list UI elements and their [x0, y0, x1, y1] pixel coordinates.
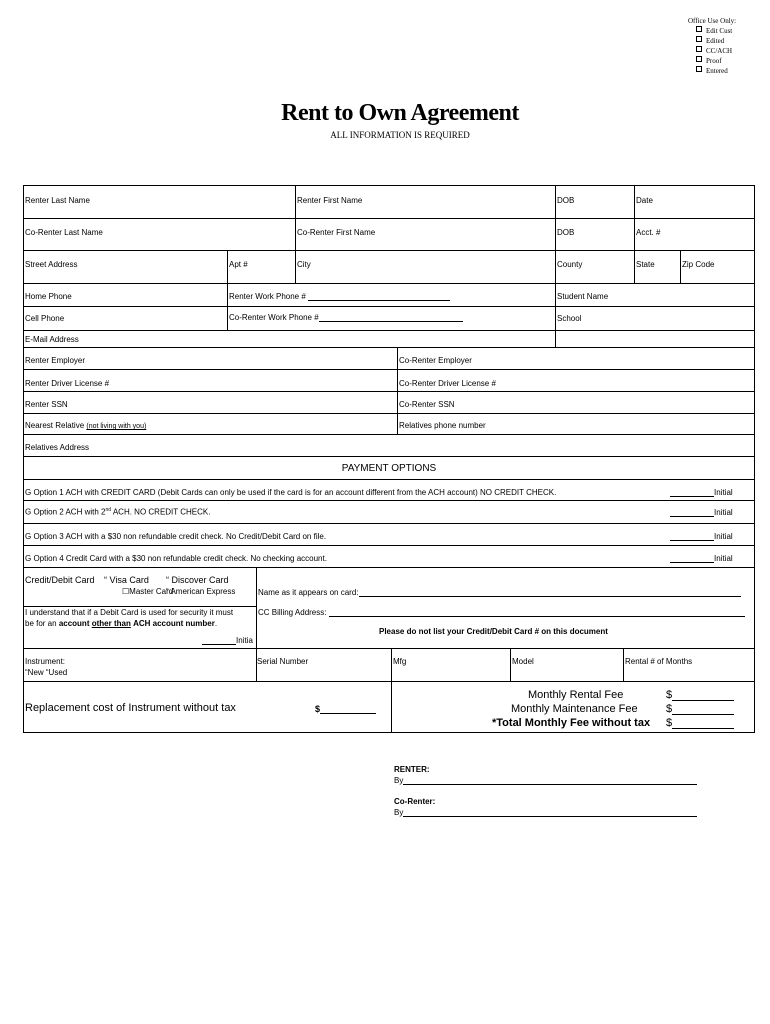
- renter-employer-label: Renter Employer: [25, 356, 86, 365]
- row-divider: [24, 218, 754, 219]
- initial-field[interactable]: Initial: [670, 532, 733, 541]
- checkbox-icon[interactable]: [696, 56, 702, 62]
- monthly-maintenance-label: Monthly Maintenance Fee: [511, 703, 638, 715]
- email-label: E-Mail Address: [25, 335, 79, 344]
- amex-option[interactable]: “ American Express: [166, 587, 236, 596]
- dob-label: DOB: [557, 196, 575, 205]
- page-subtitle: ALL INFORMATION IS REQUIRED: [330, 130, 470, 140]
- payment-options-heading: PAYMENT OPTIONS: [341, 463, 437, 474]
- payment-option-3[interactable]: G Option 3 ACH with a $30 non refundable credit check. No Credit/Debit Card on file.: [25, 532, 327, 541]
- monthly-maintenance-field[interactable]: $: [666, 703, 734, 715]
- monthly-rental-label: Monthly Rental Fee: [528, 689, 624, 701]
- monthly-rental-field[interactable]: $: [666, 689, 734, 701]
- name-on-card-field[interactable]: Name as it appears on card:: [258, 588, 741, 597]
- serial-number-label: Serial Number: [257, 657, 309, 666]
- office-use-item[interactable]: Entered: [688, 66, 736, 76]
- col-divider: [295, 250, 296, 283]
- office-use-item[interactable]: Proof: [688, 56, 736, 66]
- row-divider: [24, 545, 754, 546]
- row-divider: [24, 413, 754, 414]
- corenter-work-phone-label: Co-Renter Work Phone #: [229, 313, 463, 322]
- total-monthly-label: *Total Monthly Fee without tax: [492, 717, 651, 729]
- acct-label: Acct. #: [636, 228, 661, 237]
- col-divider: [397, 347, 398, 434]
- office-use-item[interactable]: CC/ACH: [688, 46, 736, 56]
- corenter-signature-label: Co-Renter:: [394, 797, 436, 806]
- county-label: County: [557, 260, 583, 269]
- date-label: Date: [636, 196, 653, 205]
- row-divider: [24, 523, 754, 524]
- row-divider: [24, 456, 754, 457]
- zip-label: Zip Code: [682, 260, 715, 269]
- relatives-address-label: Relatives Address: [25, 443, 90, 452]
- checkbox-icon[interactable]: [696, 66, 702, 72]
- card-number-note: Please do not list your Credit/Debit Card # on this document: [379, 627, 608, 636]
- corenter-dl-label: Co-Renter Driver License #: [399, 379, 496, 388]
- cell-phone-label: Cell Phone: [25, 314, 65, 323]
- office-use-heading: Office Use Only:: [688, 17, 737, 25]
- row-divider: [24, 306, 754, 307]
- cc-billing-field[interactable]: CC Billing Address:: [258, 608, 745, 617]
- office-use-box: [688, 17, 736, 76]
- renter-ssn-label: Renter SSN: [25, 400, 68, 409]
- col-divider: [680, 250, 681, 283]
- col-divider: [623, 648, 624, 681]
- col-divider: [227, 250, 228, 330]
- city-label: City: [297, 260, 311, 269]
- corenter-ssn-label: Co-Renter SSN: [399, 400, 455, 409]
- renter-dl-label: Renter Driver License #: [25, 379, 110, 388]
- initial-field[interactable]: Initial: [670, 488, 733, 497]
- renter-signature-label: RENTER:: [394, 765, 430, 774]
- row-divider: [24, 606, 256, 607]
- street-address-label: Street Address: [25, 260, 78, 269]
- total-monthly-field[interactable]: $: [666, 717, 734, 729]
- initial-field[interactable]: Initia: [202, 636, 253, 645]
- discover-option[interactable]: “ Discover Card: [166, 575, 229, 585]
- checkbox-icon[interactable]: [696, 46, 702, 52]
- col-divider: [391, 648, 392, 732]
- row-divider: [24, 479, 754, 480]
- corenter-first-name-label: Co-Renter First Name: [297, 228, 376, 237]
- payment-option-2[interactable]: G Option 2 ACH with 2nd ACH. NO CREDIT CHECK.: [25, 507, 211, 517]
- corenter-last-name-label: Co-Renter Last Name: [25, 228, 103, 237]
- office-use-item[interactable]: Edit Cust: [688, 26, 736, 36]
- dob-label: DOB: [557, 228, 575, 237]
- renter-last-name-label: Renter Last Name: [25, 196, 90, 205]
- corenter-employer-label: Co-Renter Employer: [399, 356, 472, 365]
- row-divider: [24, 369, 754, 370]
- row-divider: [24, 330, 754, 331]
- home-phone-label: Home Phone: [25, 292, 72, 301]
- renter-signature-line[interactable]: By: [394, 776, 697, 785]
- row-divider: [24, 250, 754, 251]
- row-divider: [24, 347, 754, 348]
- not-living-note: (not living with you): [86, 423, 147, 430]
- checkbox-icon[interactable]: [696, 36, 702, 42]
- model-label: Model: [512, 657, 534, 666]
- col-divider: [634, 186, 635, 283]
- col-divider: [295, 186, 296, 250]
- corenter-work-phone-line[interactable]: [319, 321, 463, 322]
- card-label: Credit/Debit Card: [25, 575, 95, 585]
- checkbox-icon[interactable]: [696, 26, 702, 32]
- row-divider: [24, 434, 754, 435]
- col-divider: [555, 186, 556, 347]
- row-divider: [24, 567, 754, 568]
- debit-card-understanding: I understand that if a Debit Card is used for security it must: [25, 608, 234, 617]
- payment-option-4[interactable]: G Option 4 Credit Card with a $30 non refundable credit check. No checking account.: [25, 554, 327, 563]
- relatives-phone-label: Relatives phone number: [399, 421, 486, 430]
- state-label: State: [636, 260, 655, 269]
- corenter-signature-line[interactable]: By: [394, 808, 697, 817]
- payment-option-1[interactable]: G Option 1 ACH with CREDIT CARD (Debit Cards can only be used if the card is for an account different from the ACH account) NO CREDIT CHECK.: [25, 488, 557, 497]
- student-name-label: Student Name: [557, 292, 609, 301]
- mfg-label: Mfg: [393, 657, 407, 666]
- visa-option[interactable]: “ Visa Card: [104, 575, 149, 585]
- initial-field[interactable]: Initial: [670, 554, 733, 563]
- apt-label: Apt #: [229, 260, 248, 269]
- mastercard-option[interactable]: ☐Master Card: [122, 587, 174, 596]
- rental-form: [23, 185, 755, 733]
- rental-months-label: Rental # of Months: [625, 657, 693, 666]
- row-divider: [24, 283, 754, 284]
- renter-first-name-label: Renter First Name: [297, 196, 363, 205]
- renter-work-phone-label: Renter Work Phone #: [229, 292, 450, 301]
- new-used-options[interactable]: “New “Used: [25, 668, 68, 677]
- initial-field[interactable]: Initial: [670, 508, 733, 517]
- col-divider: [510, 648, 511, 681]
- page-title: Rent to Own Agreement: [281, 100, 519, 126]
- replacement-cost-label: Replacement cost of Instrument without tax: [25, 702, 236, 714]
- instrument-label: Instrument:: [25, 657, 66, 666]
- office-use-item[interactable]: Edited: [688, 36, 736, 46]
- debit-card-understanding-2: be for an account other than ACH account number.: [25, 619, 218, 628]
- row-divider: [24, 391, 754, 392]
- school-label: School: [557, 314, 582, 323]
- row-divider: [24, 648, 754, 649]
- replacement-cost-field[interactable]: $: [315, 704, 376, 714]
- renter-work-phone-line[interactable]: [308, 300, 450, 301]
- row-divider: [24, 681, 754, 682]
- row-divider: [24, 500, 754, 501]
- nearest-relative-label: Nearest Relative (not living with you): [25, 421, 147, 430]
